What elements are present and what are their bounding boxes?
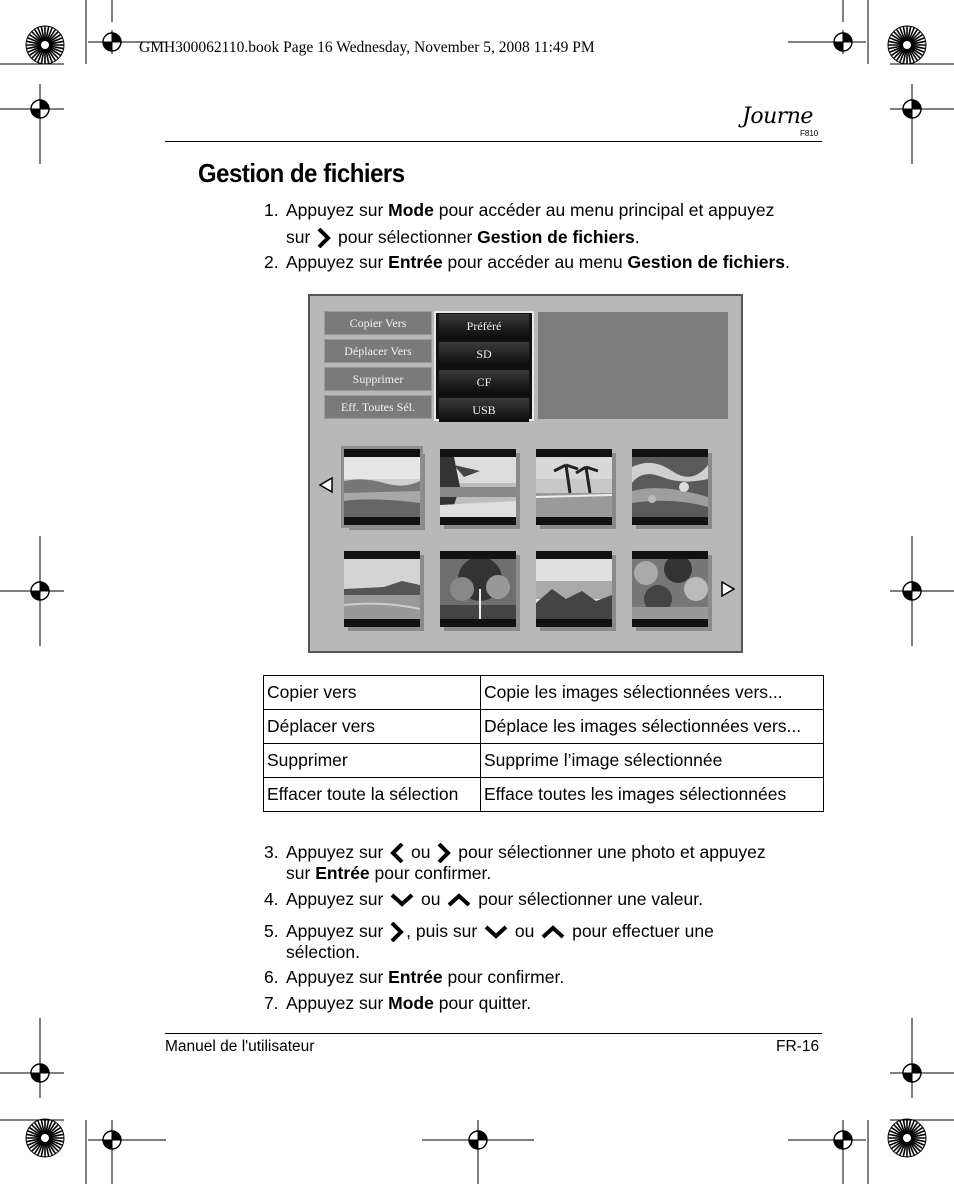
submenu-sd[interactable]: SD [439,342,529,366]
step-3: 3. Appuyez sur ou pour sélectionner une photo et appuyez [264,842,766,862]
step-1-cont: sur pour sélectionner Gestion de fichiers. [286,227,640,247]
step-5-cont: sélection. [286,942,360,962]
table-row [264,710,824,744]
step-5: 5. Appuyez sur , puis sur ou pour effectuer une [264,921,714,941]
header-rule [165,141,822,142]
table-row [264,676,824,710]
submenu-cf[interactable]: CF [439,370,529,394]
table-cell-desc: Copie les images sélectionnées vers... [481,676,824,710]
step-2: 2. Appuyez sur Entrée pour accéder au menu Gestion de fichiers. [264,252,790,272]
chevron-left-icon [390,843,404,863]
photo-thumbnail[interactable] [344,551,420,627]
chevron-up-icon [447,893,471,907]
page-title: Gestion de fichiers [198,158,405,188]
chevron-right-icon [317,228,331,248]
scroll-left-arrow-icon[interactable] [318,476,334,494]
step-4: 4. Appuyez sur ou pour sélectionner une valeur. [264,889,703,909]
menu-clear-all-selected[interactable]: Eff. Toutes Sél. [324,395,432,419]
step-3-cont: sur Entrée pour confirmer. [286,863,492,883]
photo-thumbnail[interactable] [632,449,708,525]
photo-thumbnail[interactable] [344,449,420,525]
table-row [264,778,824,812]
options-table [263,675,824,812]
photo-thumbnail[interactable] [536,551,612,627]
model-label: F810 [800,129,819,138]
menu-copy-to[interactable]: Copier Vers [324,311,432,335]
scroll-right-arrow-icon[interactable] [720,580,736,598]
table-cell-term: Copier vers [264,676,481,710]
chevron-down-icon [484,925,508,939]
table-cell-desc: Efface toutes les images sélectionnées [481,778,824,812]
submenu-preferred[interactable]: Préféré [439,314,529,338]
camera-screen [308,294,743,653]
table-cell-desc: Déplace les images sélectionnées vers... [481,710,824,744]
step-1: 1. Appuyez sur Mode pour accéder au menu principal et appuyez [264,200,775,220]
print-slug-line: GMH300062110.book Page 16 Wednesday, November 5, 2008 11:49 PM [139,39,595,56]
footer-manual-title: Manuel de l'utilisateur [165,1038,315,1055]
chevron-right-icon [390,922,404,942]
submenu-usb[interactable]: USB [439,398,529,422]
brand-logo: Journe [742,104,813,129]
chevron-down-icon [390,893,414,907]
table-cell-term: Supprimer [264,744,481,778]
destination-submenu [434,311,534,421]
step-7: 7. Appuyez sur Mode pour quitter. [264,993,532,1013]
photo-thumbnail[interactable] [632,551,708,627]
table-cell-desc: Supprime l’image sélectionnée [481,744,824,778]
step-6: 6. Appuyez sur Entrée pour confirmer. [264,967,565,987]
photo-thumbnail[interactable] [440,551,516,627]
chevron-up-icon [541,925,565,939]
menu-move-to[interactable]: Déplacer Vers [324,339,432,363]
footer-rule [165,1033,822,1034]
preview-area [538,312,728,419]
table-cell-term: Effacer toute la sélection [264,778,481,812]
photo-thumbnail[interactable] [440,449,516,525]
table-row [264,744,824,778]
table-cell-term: Déplacer vers [264,710,481,744]
menu-delete[interactable]: Supprimer [324,367,432,391]
photo-thumbnail[interactable] [536,449,612,525]
page-number: FR-16 [776,1038,820,1055]
chevron-right-icon [437,843,451,863]
